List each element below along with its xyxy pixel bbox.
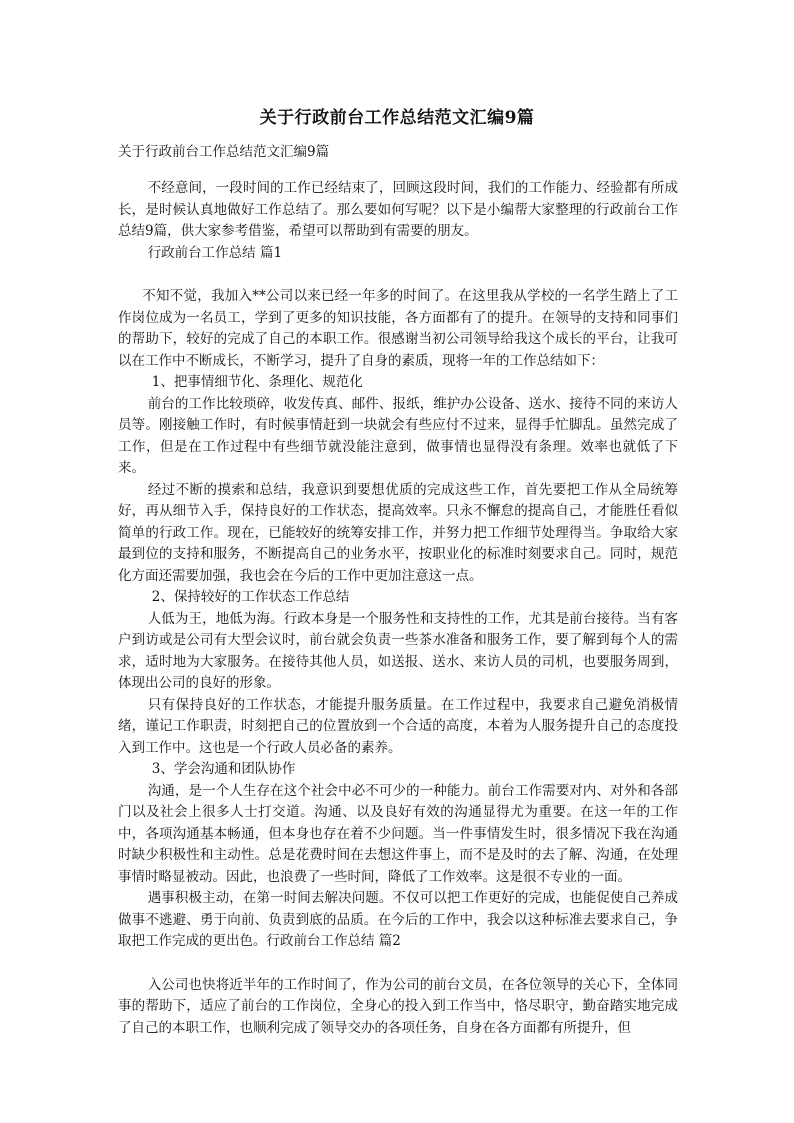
intro-paragraph: 不经意间，一段时间的工作已经结束了，回顾这段时间，我们的工作能力、经验都有所成长，是时候认真地做好工作总结了。那么要如何写呢？以下是小编帮大家整理的行政前台工作总结9篇，供大家参考借鉴，希望可以帮助到有需要的朋友。: [118, 180, 678, 239]
subheading-1: 1、把事情细节化、条理化、规范化: [151, 374, 363, 390]
document-subtitle: 关于行政前台工作总结范文汇编9篇: [118, 144, 330, 160]
paragraph-s1-p6: 沟通，是一个人生存在这个社会中必不可少的一种能力。前台工作需要对内、对外和各部门以及社会上很多人士打交道。沟通、以及良好有效的沟通显得尤为重要。在这一年的工作中，各项沟通基本畅通，但本身也存在着不少问题。当一件事情发生时，很多情况下我在沟通时缺少积极性和主动性。总是花费时间在去想这件事上，而不是及时的去了解、沟通，在处理事情时略显被动。因此，也浪费了一些时间，降低了工作效率。这是很不专业的一面。: [118, 782, 678, 885]
paragraph-s1-p7: 遇事积极主动，在第一时间去解决问题。不仅可以把工作更好的完成，也能促使自己养成做事不逃避、勇于向前、负责到底的品质。在今后的工作中，我会以这种标准去要求自己，争取把工作完成的更出色。行政前台工作总结 篇2: [118, 890, 678, 949]
paragraph-s1-p4: 人低为王，地低为海。行政本身是一个服务性和支持性的工作，尤其是前台接待。当有客户到访或是公司有大型会议时，前台就会负责一些茶水准备和服务工作，要了解到每个人的需求，适时地为大家服务。在接待其他人员，如送报、送水、来访人员的司机，也要服务周到，体现出公司的良好的形象。: [118, 610, 678, 691]
document-title: 关于行政前台工作总结范文汇编9篇: [259, 108, 535, 128]
section-spacer-2: [118, 953, 678, 975]
paragraph-s1-p2: 前台的工作比较琐碎，收发传真、邮件、报纸，维护办公设备、送水、接待不同的来访人员等。刚接触工作时，有时候事情赶到一块就会有些应付不过来，显得手忙脚乱。虽然完成了工作，但是在工作过程中有些细节就没能注意到，做事情也显得没有条理。效率也就低了下来。: [118, 395, 678, 476]
paragraph-s1-p1: 不知不觉，我加入**公司以来已经一年多的时间了。在这里我从学校的一名学生踏上了工作岗位成为一名员工，学到了更多的知识技能，各方面都有了的提升。在领导的支持和同事们的帮助下，较好的完成了自己的本职工作。很感谢当初公司领导给我这个成长的平台，让我可以在工作中不断成长，不断学习，提升了自身的素质，现将一年的工作总结如下：: [118, 288, 678, 369]
paragraph-s2-p1: 入公司也快将近半年的工作时间了，作为公司的前台文员，在各位领导的关心下，全体同事的帮助下，适应了前台的工作岗位，全身心的投入到工作当中，恪尽职守，勤奋踏实地完成了自己的本职工作，也顺利完成了领导交办的各项任务，自身在各方面都有所提升，但: [118, 976, 678, 1036]
section-heading-1: 行政前台工作总结 篇1: [147, 244, 283, 261]
subheading-3: 3、学会沟通和团队协作: [151, 761, 296, 777]
document-body: [118, 178, 678, 1039]
paragraph-s1-p3: 经过不断的摸索和总结，我意识到要想优质的完成这些工作，首先要把工作从全局统筹好，再从细节入手，保持良好的工作状态，提高效率。只永不懈怠的提高自己，才能胜任看似简单的行政工作。现在，已能较好的统筹安排工作，并努力把工作细节处理得当。争取给大家最到位的支持和服务，不断提高自己的业务水平，按职业化的标准时刻要求自己。同时，规范化方面还需要加强，我也会在今后的工作中更加注意这一点。: [118, 481, 678, 584]
paragraph-s1-p5: 只有保持良好的工作状态，才能提升服务质量。在工作过程中，我要求自己避免消极情绪，谨记工作职责，时刻把自己的位置放到一个合适的高度，本着为人服务提升自己的态度投入到工作中。这也是一个行政人员必备的素养。: [118, 696, 678, 756]
subheading-2: 2、保持较好的工作状态工作总结: [151, 589, 350, 605]
section-spacer: [118, 264, 678, 286]
